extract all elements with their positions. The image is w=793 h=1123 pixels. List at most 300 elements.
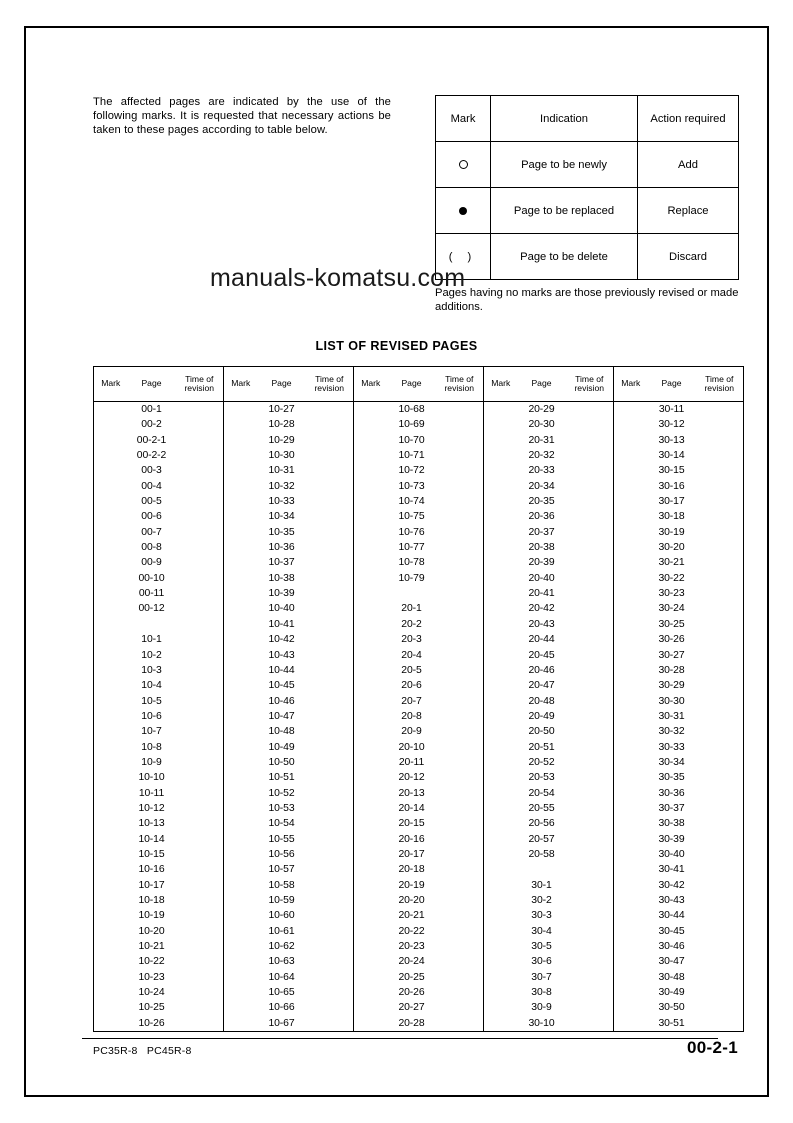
revised-mark-cell xyxy=(614,908,648,923)
revised-time-cell xyxy=(306,525,354,540)
revised-mark-cell xyxy=(354,985,388,1000)
revised-page-cell: 20-16 xyxy=(398,833,425,845)
revised-mark-cell xyxy=(614,463,648,478)
revised-mark-cell xyxy=(94,862,128,877)
revised-page-cell: 00-7 xyxy=(141,526,162,538)
revised-page-cell: 10-32 xyxy=(268,480,295,492)
revised-time-cell xyxy=(306,847,354,862)
revised-time-cell xyxy=(306,601,354,616)
revised-mark-cell xyxy=(484,832,518,847)
revised-page-cell: 10-14 xyxy=(138,833,165,845)
revised-page-cell: 20-58 xyxy=(528,848,555,860)
revised-table-body xyxy=(94,402,744,1032)
revised-page-cell: 20-24 xyxy=(398,956,425,968)
revised-mark-cell xyxy=(614,755,648,770)
revised-time-cell xyxy=(566,878,614,893)
revised-mark-cell xyxy=(614,954,648,969)
revised-page-cell: 10-1 xyxy=(141,634,162,646)
revised-page-cell: 20-32 xyxy=(528,450,555,462)
revised-page-cell: 20-1 xyxy=(401,603,422,615)
revised-page-cell: 30-27 xyxy=(658,649,685,661)
revised-page-cell: 00-2-2 xyxy=(136,450,167,462)
revised-mark-cell xyxy=(94,525,128,540)
revised-mark-cell xyxy=(94,555,128,570)
revised-mark-cell xyxy=(94,786,128,801)
revised-mark-cell xyxy=(224,479,258,494)
revised-mark-cell xyxy=(94,601,128,616)
revised-mark-cell xyxy=(614,847,648,862)
revised-mark-cell xyxy=(354,847,388,862)
revised-page-cell: 10-17 xyxy=(138,879,165,891)
revised-mark-cell xyxy=(484,985,518,1000)
revised-page-cell: 10-69 xyxy=(398,419,425,431)
revised-mark-cell xyxy=(484,709,518,724)
revised-page-cell: 30-15 xyxy=(658,465,685,477)
revised-mark-cell xyxy=(354,724,388,739)
revised-time-cell xyxy=(436,617,484,632)
revised-page-cell: 30-40 xyxy=(658,848,685,860)
table-row xyxy=(94,601,744,616)
footer-divider xyxy=(82,1038,718,1039)
revised-page-cell: 00-4 xyxy=(141,480,162,492)
revised-mark-cell xyxy=(614,509,648,524)
revised-time-cell xyxy=(176,709,224,724)
table-row xyxy=(94,724,744,739)
revised-time-cell xyxy=(176,908,224,923)
footer-model-numbers: PC35R-8 PC45R-8 xyxy=(93,1045,192,1057)
revised-page-cell: 30-21 xyxy=(658,557,685,569)
revised-time-cell xyxy=(696,571,744,586)
table-row xyxy=(94,586,744,601)
revised-page-cell: 10-38 xyxy=(268,572,295,584)
revised-page-cell: 20-13 xyxy=(398,787,425,799)
revised-time-cell xyxy=(696,417,744,432)
revised-page-cell: 10-54 xyxy=(268,818,295,830)
revised-page-cell: 20-37 xyxy=(528,526,555,538)
revised-mark-cell xyxy=(484,448,518,463)
revised-header-page-0: Page xyxy=(128,367,176,402)
revised-mark-cell xyxy=(354,832,388,847)
revised-page-cell: 10-51 xyxy=(268,772,295,784)
revised-time-cell xyxy=(306,663,354,678)
revised-page-cell: 20-33 xyxy=(528,465,555,477)
revised-page-cell: 10-31 xyxy=(268,465,295,477)
revised-header-mark-4: Mark xyxy=(614,367,648,402)
revised-time-cell xyxy=(176,740,224,755)
revised-time-cell xyxy=(176,954,224,969)
revised-time-cell xyxy=(176,1016,224,1032)
revised-time-cell xyxy=(176,479,224,494)
revised-page-cell: 10-2 xyxy=(141,649,162,661)
revised-time-cell xyxy=(436,786,484,801)
revised-page-cell: 20-57 xyxy=(528,833,555,845)
revised-mark-cell xyxy=(484,555,518,570)
revised-time-cell xyxy=(696,740,744,755)
revised-time-cell xyxy=(176,417,224,432)
revised-time-cell xyxy=(176,694,224,709)
revised-mark-cell xyxy=(94,985,128,1000)
revised-page-cell: 20-20 xyxy=(398,895,425,906)
revised-page-cell: 30-34 xyxy=(658,756,685,768)
revised-page-cell: 20-3 xyxy=(401,634,422,646)
revised-mark-cell xyxy=(484,648,518,663)
revised-time-cell xyxy=(306,908,354,923)
revised-page-cell: 30-42 xyxy=(658,879,685,891)
revised-mark-cell xyxy=(614,816,648,831)
revised-page-cell: 10-79 xyxy=(398,572,425,584)
revised-header-mark-2: Mark xyxy=(354,367,388,402)
revised-page-cell: 30-24 xyxy=(658,603,685,615)
mark-cell-open-circle xyxy=(436,142,491,188)
mark-action-replace: Replace xyxy=(638,188,739,234)
revised-mark-cell xyxy=(224,755,258,770)
revised-page-cell: 20-4 xyxy=(401,649,422,661)
revised-time-cell xyxy=(176,648,224,663)
revised-time-cell xyxy=(566,601,614,616)
table-row xyxy=(94,479,744,494)
revised-page-cell: 10-20 xyxy=(138,925,165,937)
revised-mark-cell xyxy=(614,924,648,939)
revised-time-cell xyxy=(696,908,744,923)
revised-mark-cell xyxy=(94,878,128,893)
revised-time-cell xyxy=(436,402,484,418)
revised-time-cell xyxy=(566,1016,614,1032)
revised-time-cell xyxy=(436,954,484,969)
revised-time-cell xyxy=(306,878,354,893)
revised-mark-cell xyxy=(94,694,128,709)
revised-mark-cell xyxy=(484,724,518,739)
revised-page-cell: 20-39 xyxy=(528,557,555,569)
revised-time-cell xyxy=(176,540,224,555)
revised-time-cell xyxy=(566,648,614,663)
revised-mark-cell xyxy=(614,433,648,448)
revised-time-cell xyxy=(696,463,744,478)
revised-mark-cell xyxy=(224,601,258,616)
revised-time-cell xyxy=(566,694,614,709)
revised-time-cell xyxy=(696,1000,744,1015)
revised-mark-cell xyxy=(224,555,258,570)
revised-time-cell xyxy=(306,893,354,908)
revised-page-cell: 30-46 xyxy=(658,941,685,953)
revised-mark-cell xyxy=(614,832,648,847)
revised-mark-cell xyxy=(614,1000,648,1015)
revised-time-cell xyxy=(176,463,224,478)
revised-mark-cell xyxy=(354,709,388,724)
revised-time-cell xyxy=(306,571,354,586)
revised-mark-cell xyxy=(354,740,388,755)
revised-page-cell: 10-36 xyxy=(268,542,295,554)
revised-time-cell xyxy=(566,832,614,847)
revised-time-cell xyxy=(306,755,354,770)
revised-page-cell xyxy=(388,586,436,601)
revised-mark-cell xyxy=(94,755,128,770)
table-row xyxy=(94,709,744,724)
revised-page-cell: 10-72 xyxy=(398,465,425,477)
revised-page-cell: 20-9 xyxy=(401,726,422,738)
revised-page-cell: 20-34 xyxy=(528,480,555,492)
revised-page-cell: 10-41 xyxy=(268,618,295,630)
revised-mark-cell xyxy=(484,433,518,448)
revised-page-cell: 00-11 xyxy=(138,588,165,600)
revised-page-cell: 10-52 xyxy=(268,787,295,799)
revised-page-cell: 30-11 xyxy=(658,404,685,415)
revised-time-cell xyxy=(696,816,744,831)
revised-mark-cell xyxy=(354,586,388,601)
revised-time-cell xyxy=(696,770,744,785)
revised-mark-cell xyxy=(354,816,388,831)
revised-header-mark-1: Mark xyxy=(224,367,258,402)
revised-time-cell xyxy=(696,893,744,908)
revised-mark-cell xyxy=(484,417,518,432)
revised-mark-cell xyxy=(354,417,388,432)
revised-mark-cell xyxy=(614,494,648,509)
revised-time-cell xyxy=(566,740,614,755)
parentheses-icon: ( ) xyxy=(436,234,491,280)
revised-time-cell xyxy=(566,525,614,540)
revised-mark-cell xyxy=(484,1016,518,1032)
revised-page-cell: 20-26 xyxy=(398,987,425,999)
revised-time-cell xyxy=(306,862,354,877)
table-row xyxy=(94,847,744,862)
revised-mark-cell xyxy=(224,862,258,877)
revised-page-cell: 20-28 xyxy=(398,1017,425,1029)
revised-mark-cell xyxy=(484,402,518,418)
revised-mark-cell xyxy=(484,908,518,923)
revised-page-cell: 30-32 xyxy=(658,726,685,738)
revised-time-cell xyxy=(176,816,224,831)
revised-time-cell xyxy=(306,954,354,969)
revised-page-cell: 30-31 xyxy=(658,710,685,722)
revised-time-cell xyxy=(436,985,484,1000)
revised-mark-cell xyxy=(354,908,388,923)
revised-time-cell xyxy=(696,724,744,739)
revised-page-cell: 10-22 xyxy=(138,956,165,968)
revised-page-cell: 10-10 xyxy=(138,772,165,784)
revised-time-cell xyxy=(436,1000,484,1015)
revised-mark-cell xyxy=(94,970,128,985)
revised-mark-cell xyxy=(354,463,388,478)
revised-time-cell xyxy=(696,586,744,601)
revised-page-cell: 20-10 xyxy=(398,741,425,753)
revised-mark-cell xyxy=(224,1016,258,1032)
revised-mark-cell xyxy=(354,509,388,524)
revised-pages-table-wrapper xyxy=(93,366,743,1032)
revised-time-cell xyxy=(306,463,354,478)
revised-mark-cell xyxy=(614,448,648,463)
revised-time-cell xyxy=(176,601,224,616)
revised-page-cell: 10-57 xyxy=(268,864,295,876)
revised-mark-cell xyxy=(94,740,128,755)
revised-mark-cell xyxy=(614,801,648,816)
table-row xyxy=(94,740,744,755)
revised-page-cell: 30-50 xyxy=(658,1002,685,1014)
revised-page-cell: 10-16 xyxy=(138,864,165,876)
revised-time-cell xyxy=(176,801,224,816)
revised-time-cell xyxy=(696,494,744,509)
revised-time-cell xyxy=(436,586,484,601)
revised-time-cell xyxy=(306,1016,354,1032)
revised-time-cell xyxy=(436,801,484,816)
no-marks-note: Pages having no marks are those previously revised or made additions. xyxy=(435,287,739,314)
revised-mark-cell xyxy=(614,985,648,1000)
revised-mark-cell xyxy=(94,832,128,847)
revised-time-cell xyxy=(696,985,744,1000)
revised-time-cell xyxy=(306,555,354,570)
revised-time-cell xyxy=(696,433,744,448)
revised-time-cell xyxy=(176,939,224,954)
revised-mark-cell xyxy=(484,540,518,555)
revised-page-cell: 20-50 xyxy=(528,726,555,738)
revised-time-cell xyxy=(176,402,224,418)
table-row xyxy=(94,755,744,770)
revised-page-cell: 20-41 xyxy=(528,588,555,600)
revised-mark-cell xyxy=(94,1000,128,1015)
revised-mark-cell xyxy=(484,463,518,478)
revised-page-cell: 20-56 xyxy=(528,818,555,830)
revised-mark-cell xyxy=(614,770,648,785)
revised-mark-cell xyxy=(484,740,518,755)
revised-time-cell xyxy=(696,970,744,985)
revised-page-cell: 10-48 xyxy=(268,726,295,738)
revised-time-cell xyxy=(566,555,614,570)
revised-page-cell: 10-53 xyxy=(268,802,295,814)
revised-time-cell xyxy=(436,663,484,678)
revised-page-cell: 10-39 xyxy=(268,588,295,600)
intro-paragraph: The affected pages are indicated by the use of the following marks. It is requested that necessary actions be taken to these pages according to table below. xyxy=(93,96,391,137)
revised-mark-cell xyxy=(224,617,258,632)
revised-page-cell: 10-63 xyxy=(268,956,295,968)
revised-time-cell xyxy=(436,740,484,755)
revised-time-cell xyxy=(696,402,744,418)
revised-page-cell: 30-20 xyxy=(658,542,685,554)
revised-time-cell xyxy=(306,924,354,939)
revised-mark-cell xyxy=(354,770,388,785)
revised-mark-cell xyxy=(224,893,258,908)
revised-page-cell: 10-19 xyxy=(138,910,165,922)
revised-time-cell xyxy=(306,586,354,601)
revised-page-cell: 20-17 xyxy=(398,848,425,860)
revised-mark-cell xyxy=(614,479,648,494)
revised-page-cell: 10-49 xyxy=(268,741,295,753)
revised-time-cell xyxy=(306,448,354,463)
revised-time-cell xyxy=(436,970,484,985)
revised-mark-cell xyxy=(94,893,128,908)
revised-mark-cell xyxy=(224,878,258,893)
revised-mark-cell xyxy=(484,586,518,601)
table-row xyxy=(94,433,744,448)
revised-page-cell: 30-1 xyxy=(531,879,552,891)
revised-time-cell xyxy=(436,755,484,770)
revised-time-cell xyxy=(306,724,354,739)
revised-page-cell: 20-53 xyxy=(528,772,555,784)
revised-page-cell: 30-30 xyxy=(658,695,685,707)
revised-page-cell: 00-3 xyxy=(141,465,162,477)
revised-time-cell xyxy=(696,847,744,862)
table-row xyxy=(94,801,744,816)
revised-time-cell xyxy=(176,878,224,893)
revised-time-cell xyxy=(176,678,224,693)
revised-page-cell: 20-45 xyxy=(528,649,555,661)
revised-time-cell xyxy=(566,801,614,816)
revised-mark-cell xyxy=(484,663,518,678)
revised-page-cell: 30-45 xyxy=(658,925,685,937)
page-title: LIST OF REVISED PAGES xyxy=(315,339,478,353)
revised-time-cell xyxy=(176,433,224,448)
revised-page-cell xyxy=(128,617,176,632)
revised-time-cell xyxy=(306,939,354,954)
mark-indication-discard: Page to be delete xyxy=(491,234,638,280)
revised-time-cell xyxy=(306,740,354,755)
revised-page-cell: 10-56 xyxy=(268,848,295,860)
revised-mark-cell xyxy=(224,525,258,540)
revised-page-cell: 10-25 xyxy=(138,1002,165,1014)
revised-page-cell: 30-49 xyxy=(658,987,685,999)
revised-time-cell xyxy=(176,663,224,678)
revised-time-cell xyxy=(566,847,614,862)
revised-time-cell xyxy=(566,770,614,785)
revised-mark-cell xyxy=(94,816,128,831)
revised-page-cell: 00-6 xyxy=(141,511,162,523)
revised-mark-cell xyxy=(614,724,648,739)
revised-time-cell xyxy=(176,786,224,801)
revised-mark-cell xyxy=(224,663,258,678)
revised-time-cell xyxy=(436,1016,484,1032)
revised-time-cell xyxy=(176,525,224,540)
table-row xyxy=(94,571,744,586)
revised-time-cell xyxy=(696,601,744,616)
revised-mark-cell xyxy=(614,709,648,724)
revised-page-cell: 10-47 xyxy=(268,710,295,722)
revised-time-cell xyxy=(436,463,484,478)
revised-mark-cell xyxy=(224,832,258,847)
revised-mark-cell xyxy=(224,770,258,785)
revised-time-cell xyxy=(436,893,484,908)
mark-cell-filled-circle xyxy=(436,188,491,234)
revised-mark-cell xyxy=(484,509,518,524)
revised-mark-cell xyxy=(94,709,128,724)
revised-time-cell xyxy=(696,878,744,893)
table-row xyxy=(94,970,744,985)
revised-time-cell xyxy=(696,479,744,494)
table-row xyxy=(94,1000,744,1015)
revised-page-cell: 20-36 xyxy=(528,511,555,523)
mark-indication-replace: Page to be replaced xyxy=(491,188,638,234)
revised-header-time-of-revision-4: Time of revision xyxy=(696,367,744,402)
revised-mark-cell xyxy=(224,694,258,709)
revised-mark-cell xyxy=(614,786,648,801)
revised-page-cell: 10-73 xyxy=(398,480,425,492)
revised-time-cell xyxy=(436,724,484,739)
revised-time-cell xyxy=(176,832,224,847)
revised-time-cell xyxy=(566,862,614,877)
revised-mark-cell xyxy=(224,417,258,432)
revised-time-cell xyxy=(306,509,354,524)
revised-mark-cell xyxy=(484,632,518,647)
revised-mark-cell xyxy=(94,509,128,524)
revised-time-cell xyxy=(566,893,614,908)
revised-page-cell: 10-76 xyxy=(398,526,425,538)
revised-mark-cell xyxy=(94,954,128,969)
revised-time-cell xyxy=(566,924,614,939)
revised-mark-cell xyxy=(94,617,128,632)
revised-mark-cell xyxy=(94,908,128,923)
table-row xyxy=(94,617,744,632)
revised-page-cell: 30-38 xyxy=(658,818,685,830)
revised-mark-cell xyxy=(484,816,518,831)
revised-mark-cell xyxy=(354,663,388,678)
revised-time-cell xyxy=(696,832,744,847)
table-row xyxy=(94,663,744,678)
